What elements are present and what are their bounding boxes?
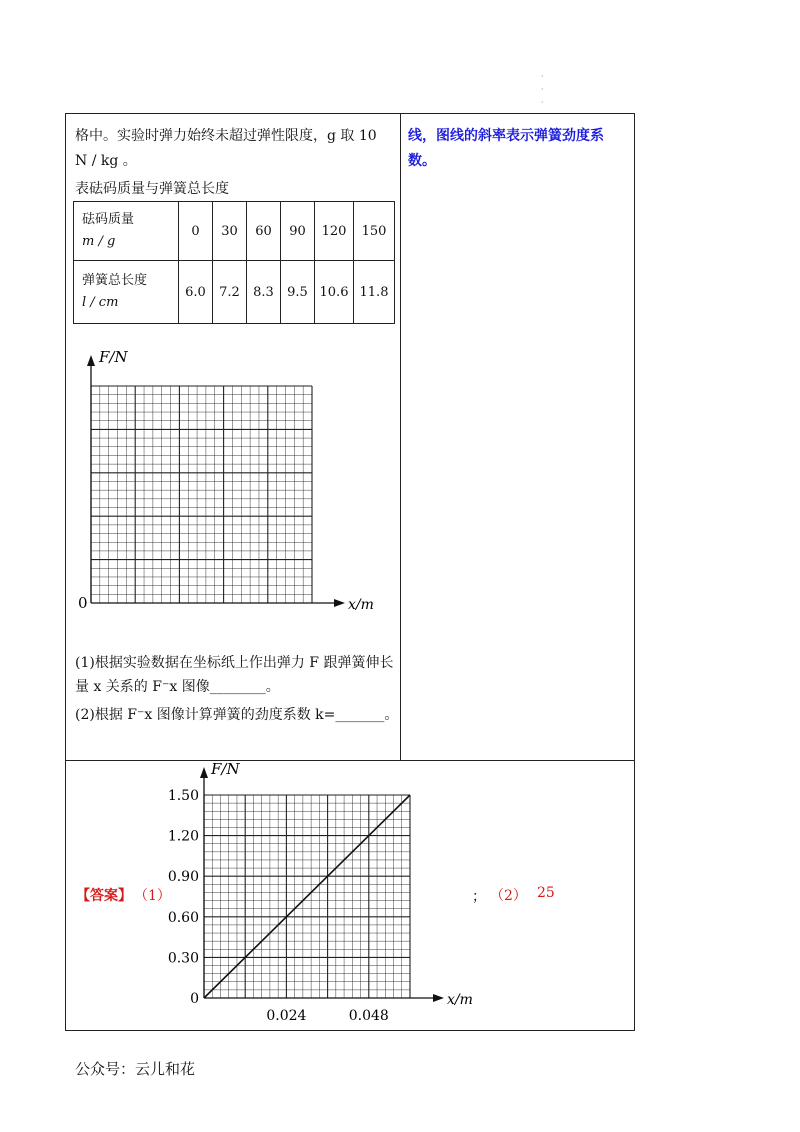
- row-label-mass-line2: m / g: [82, 234, 116, 249]
- y-tick-label: 0.60: [167, 909, 199, 926]
- table-cell: 0: [179, 202, 213, 261]
- table-cell: 6.0: [179, 261, 213, 324]
- header-dots: · · ·: [541, 72, 544, 107]
- answer-y-label: F/N: [211, 760, 240, 778]
- table-cell: 30: [213, 202, 247, 261]
- y-tick-label: 0.30: [167, 950, 199, 967]
- answer-label: 【答案】: [76, 888, 132, 904]
- table-caption: 表砝码质量与弹簧总长度: [75, 181, 229, 197]
- row-label-length-line2: l / cm: [82, 295, 119, 310]
- answer-series: [204, 795, 410, 998]
- analysis-line-1: 线，图线的斜率表示弹簧劲度系: [408, 128, 604, 144]
- intro-line-1: 格中。实验时弹力始终未超过弹性限度，g 取 10: [75, 128, 377, 144]
- part2-line: (2)根据 F⁻x 图像计算弹簧的劲度系数 k=_______。: [75, 707, 399, 723]
- x-tick-label: 0.048: [348, 1008, 389, 1024]
- intro-line-2: N / kg 。: [75, 153, 137, 169]
- y-tick-label: 1.50: [167, 788, 199, 804]
- y-tick-label: 0: [190, 991, 199, 1007]
- answer-part1-label: （1）: [134, 888, 171, 904]
- table-cell: 10.6: [315, 261, 354, 324]
- answer-y-arrow: [200, 767, 208, 778]
- table-cell: 120: [315, 202, 354, 261]
- answer-part2-value: 25: [537, 885, 555, 901]
- y-tick-label: 1.20: [167, 828, 199, 845]
- y-tick-label: 0.90: [167, 869, 199, 886]
- row-label-mass-line1: 砝码质量: [82, 212, 135, 227]
- table-cell: 9.5: [281, 261, 315, 324]
- table-cell: 11.8: [354, 261, 395, 324]
- x-tick-label: 0.024: [266, 1008, 307, 1024]
- row-label-length-line1: 弹簧总长度: [82, 273, 148, 288]
- table-cell: 90: [281, 202, 315, 261]
- analysis-line-2: 数。: [408, 153, 436, 169]
- answer-x-label: x/m: [447, 992, 473, 1008]
- blank-origin-label: 0: [78, 594, 88, 612]
- answer-x-arrow: [433, 994, 444, 1002]
- blank-x-label: x/m: [348, 597, 374, 613]
- table-cell: 7.2: [213, 261, 247, 324]
- table-cell: 150: [354, 202, 395, 261]
- blank-y-label: F/N: [99, 348, 128, 366]
- answer-part2-label: （2）: [490, 888, 527, 904]
- series-line: [204, 795, 410, 998]
- table-cell: 60: [247, 202, 281, 261]
- footer-text: 公众号：云儿和花: [75, 1060, 196, 1078]
- part1-line-1: (1)根据实验数据在坐标纸上作出弹力 F 跟弹簧伸长: [75, 655, 394, 671]
- answer-separator: ；: [472, 889, 486, 905]
- table-cell: 8.3: [247, 261, 281, 324]
- part1-line-2: 量 x 关系的 F⁻x 图像________。: [75, 679, 280, 695]
